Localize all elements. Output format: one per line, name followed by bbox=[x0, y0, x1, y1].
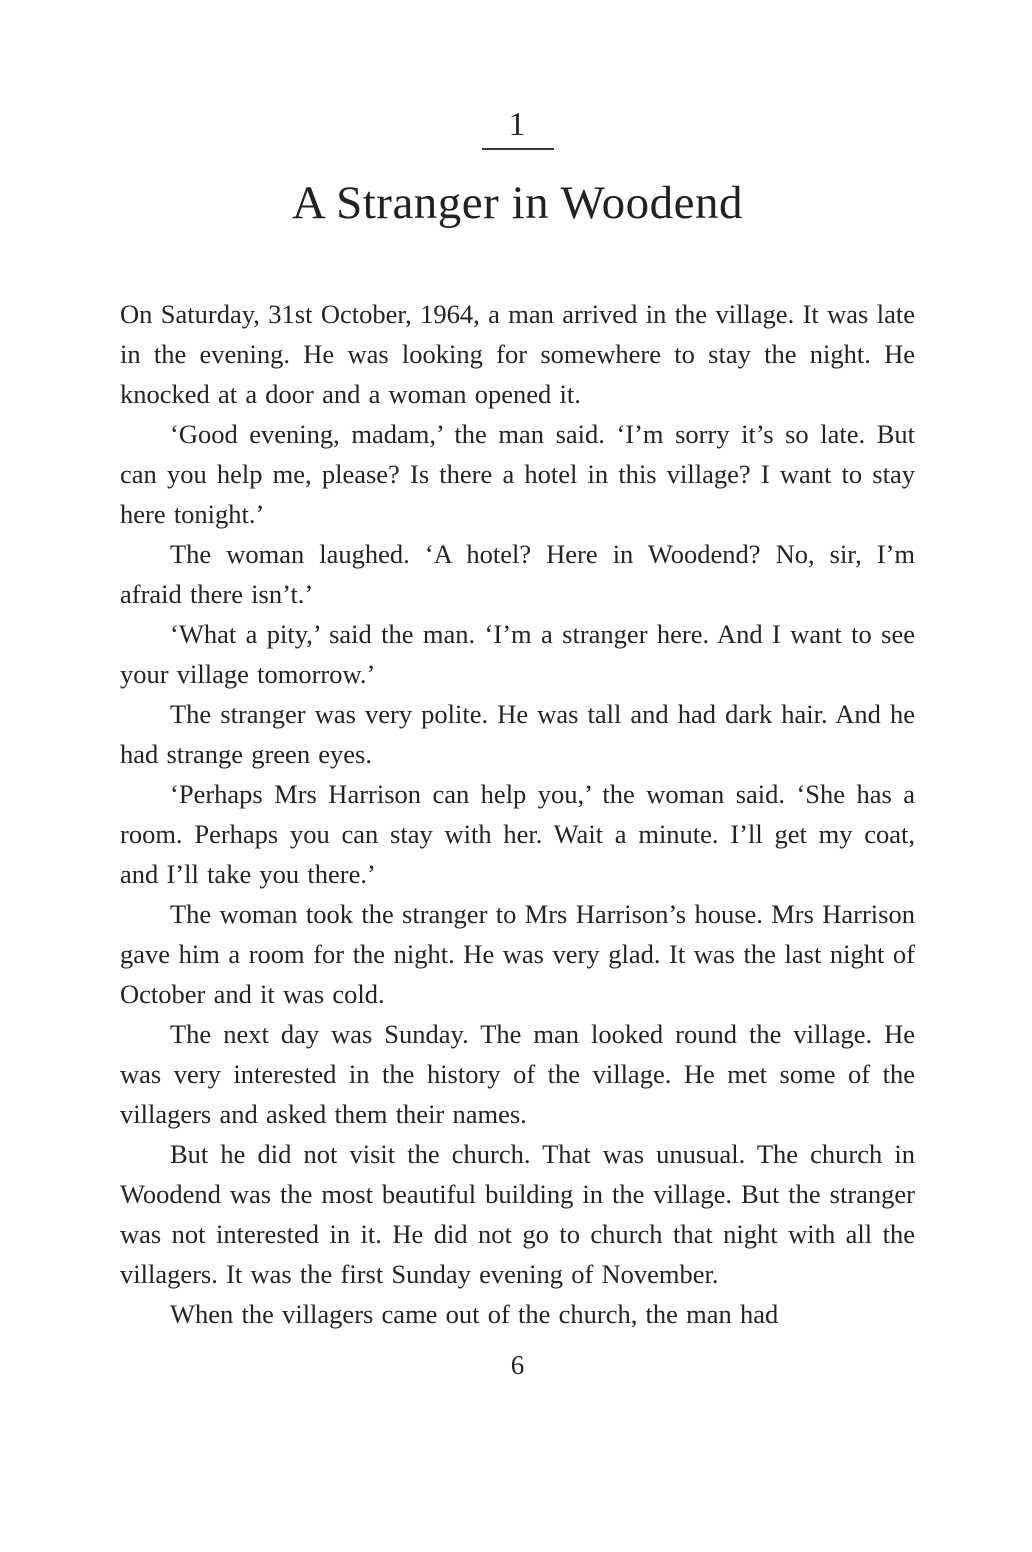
chapter-heading bbox=[120, 108, 915, 230]
paragraph: The stranger was very polite. He was tall and had dark hair. And he had strange green eyes. bbox=[120, 699, 915, 770]
chapter-title: A Stranger in Woodend bbox=[292, 177, 743, 229]
paragraph: ‘Good evening, madam,’ the man said. ‘I’m sorry it’s so late. But can you help me, please? Is there a hotel in this village? I want to stay here tonight.’ bbox=[120, 419, 915, 530]
chapter-number: 1 bbox=[508, 106, 527, 143]
paragraph: But he did not visit the church. That was unusual. The church in Woodend was the most beautiful building in the village. But the stranger was not interested in it. He did not go to church that night with all the villagers. It was the first Sunday evening of November. bbox=[120, 1139, 915, 1290]
paragraph: When the villagers came out of the church, the man had bbox=[170, 1299, 779, 1330]
chapter-divider bbox=[482, 148, 554, 150]
page-number: 6 bbox=[510, 1350, 525, 1381]
paragraph: The next day was Sunday. The man looked round the village. He was very interested in the history of the village. He met some of the villagers and asked them their names. bbox=[120, 1019, 915, 1130]
paragraph: The woman took the stranger to Mrs Harrison’s house. Mrs Harrison gave him a room for the night. He was very glad. It was the last night of October and it was cold. bbox=[120, 899, 915, 1010]
paragraph: On Saturday, 31st October, 1964, a man arrived in the village. It was late in the evening. He was looking for somewhere to stay the night. He knocked at a door and a woman opened it. bbox=[120, 299, 915, 410]
paragraph: The woman laughed. ‘A hotel? Here in Woodend? No, sir, I’m afraid there isn’t.’ bbox=[120, 539, 915, 610]
body-text bbox=[120, 294, 915, 1334]
paragraph: ‘What a pity,’ said the man. ‘I’m a stranger here. And I want to see your village tomorrow.’ bbox=[120, 619, 915, 690]
paragraph: ‘Perhaps Mrs Harrison can help you,’ the woman said. ‘She has a room. Perhaps you can stay with her. Wait a minute. I’ll get my coat, and I’ll take you there.’ bbox=[120, 779, 915, 890]
